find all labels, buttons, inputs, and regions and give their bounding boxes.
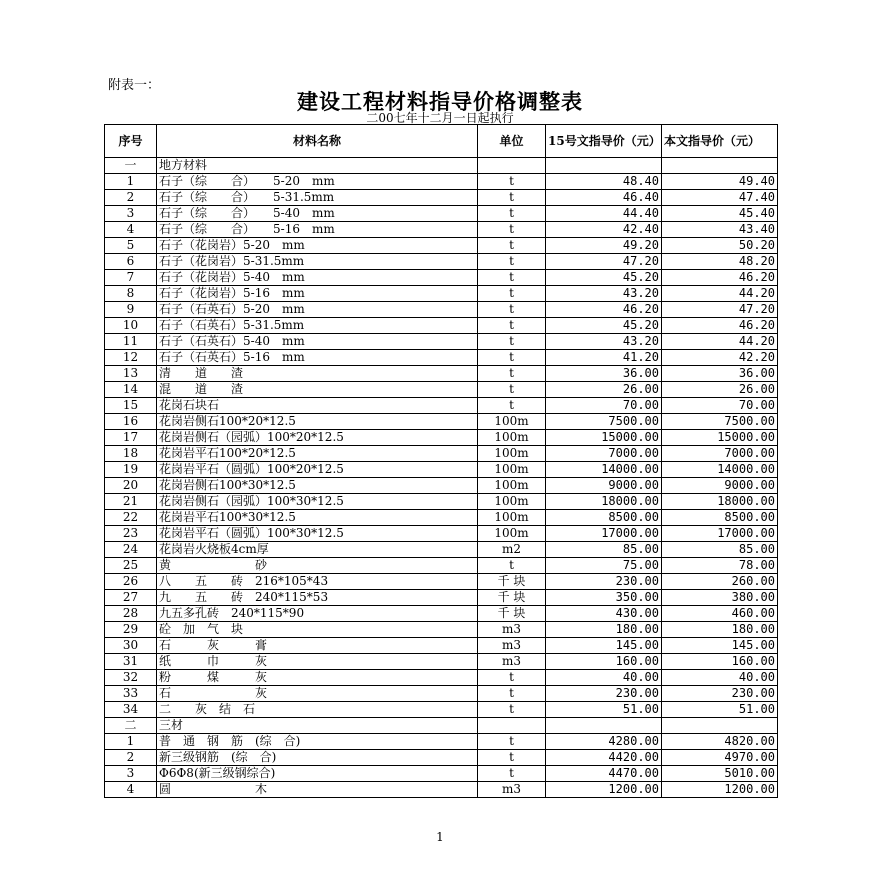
table-row xyxy=(105,334,778,350)
row-number: 3 xyxy=(105,766,157,782)
unit-cell: m3 xyxy=(478,782,546,798)
table-row xyxy=(105,558,778,574)
price-new-cell: 45.40 xyxy=(662,206,778,222)
table-row xyxy=(105,446,778,462)
price-new-cell: 180.00 xyxy=(662,622,778,638)
price-15-cell: 26.00 xyxy=(546,382,662,398)
price-table xyxy=(104,124,778,798)
row-number: 19 xyxy=(105,462,157,478)
unit-cell: t xyxy=(478,254,546,270)
row-number: 17 xyxy=(105,430,157,446)
price-new-cell: 4820.00 xyxy=(662,734,778,750)
table-row xyxy=(105,510,778,526)
table-row xyxy=(105,670,778,686)
row-number: 21 xyxy=(105,494,157,510)
unit-cell: t xyxy=(478,318,546,334)
row-number: 5 xyxy=(105,238,157,254)
price-15-cell: 75.00 xyxy=(546,558,662,574)
price-15-cell: 49.20 xyxy=(546,238,662,254)
unit-cell: m3 xyxy=(478,654,546,670)
material-name: 石 灰 xyxy=(157,686,478,702)
unit-cell: 100m xyxy=(478,430,546,446)
section-row xyxy=(105,718,778,734)
material-name: 普 通 钢 筋 (综 合) xyxy=(157,734,478,750)
table-row xyxy=(105,654,778,670)
header-name: 材料名称 xyxy=(157,125,478,158)
row-number: 10 xyxy=(105,318,157,334)
price-15-cell: 46.20 xyxy=(546,302,662,318)
price-15-cell: 42.40 xyxy=(546,222,662,238)
price-new-cell: 44.20 xyxy=(662,334,778,350)
material-name: 九 五 砖 240*115*53 xyxy=(157,590,478,606)
material-name: 新三级钢筋 (综 合) xyxy=(157,750,478,766)
section-price-15 xyxy=(546,718,662,734)
price-new-cell: 51.00 xyxy=(662,702,778,718)
price-15-cell: 36.00 xyxy=(546,366,662,382)
material-name: 石 灰 膏 xyxy=(157,638,478,654)
price-new-cell: 48.20 xyxy=(662,254,778,270)
table-row xyxy=(105,734,778,750)
section-number: 一 xyxy=(105,158,157,174)
header-price-new: 本文指导价（元） xyxy=(662,125,778,158)
unit-cell: m3 xyxy=(478,622,546,638)
price-new-cell: 47.20 xyxy=(662,302,778,318)
price-new-cell: 380.00 xyxy=(662,590,778,606)
unit-cell: m2 xyxy=(478,542,546,558)
row-number: 9 xyxy=(105,302,157,318)
price-new-cell: 42.20 xyxy=(662,350,778,366)
table-row xyxy=(105,190,778,206)
price-15-cell: 45.20 xyxy=(546,270,662,286)
section-price-new xyxy=(662,158,778,174)
row-number: 18 xyxy=(105,446,157,462)
price-15-cell: 230.00 xyxy=(546,686,662,702)
price-15-cell: 4470.00 xyxy=(546,766,662,782)
unit-cell: t xyxy=(478,350,546,366)
section-label: 地方材料 xyxy=(157,158,478,174)
row-number: 1 xyxy=(105,174,157,190)
price-15-cell: 40.00 xyxy=(546,670,662,686)
header-no: 序号 xyxy=(105,125,157,158)
material-name: 石子（花岗岩）5-31.5mm xyxy=(157,254,478,270)
price-new-cell: 1200.00 xyxy=(662,782,778,798)
unit-cell: t xyxy=(478,670,546,686)
table-row xyxy=(105,382,778,398)
row-number: 25 xyxy=(105,558,157,574)
price-new-cell: 36.00 xyxy=(662,366,778,382)
price-15-cell: 9000.00 xyxy=(546,478,662,494)
table-row xyxy=(105,222,778,238)
price-15-cell: 8500.00 xyxy=(546,510,662,526)
unit-cell: 千 块 xyxy=(478,574,546,590)
price-15-cell: 46.40 xyxy=(546,190,662,206)
price-15-cell: 4420.00 xyxy=(546,750,662,766)
unit-cell: t xyxy=(478,206,546,222)
header-unit: 单位 xyxy=(478,125,546,158)
header-price-15: 15号文指导价（元） xyxy=(546,125,662,158)
price-15-cell: 430.00 xyxy=(546,606,662,622)
material-name: 八 五 砖 216*105*43 xyxy=(157,574,478,590)
price-new-cell: 44.20 xyxy=(662,286,778,302)
material-name: 石子（石英石）5-31.5mm xyxy=(157,318,478,334)
price-15-cell: 43.20 xyxy=(546,286,662,302)
row-number: 11 xyxy=(105,334,157,350)
price-15-cell: 1200.00 xyxy=(546,782,662,798)
table-row xyxy=(105,206,778,222)
unit-cell: 100m xyxy=(478,526,546,542)
header-row xyxy=(105,125,778,158)
table-row xyxy=(105,398,778,414)
material-name: 花岗岩侧石（园弧）100*30*12.5 xyxy=(157,494,478,510)
row-number: 16 xyxy=(105,414,157,430)
row-number: 33 xyxy=(105,686,157,702)
table-row xyxy=(105,622,778,638)
price-new-cell: 26.00 xyxy=(662,382,778,398)
row-number: 8 xyxy=(105,286,157,302)
table-row xyxy=(105,574,778,590)
material-name: 石子（综 合） 5-31.5mm xyxy=(157,190,478,206)
table-row xyxy=(105,286,778,302)
price-15-cell: 350.00 xyxy=(546,590,662,606)
unit-cell: t xyxy=(478,334,546,350)
price-15-cell: 43.20 xyxy=(546,334,662,350)
price-new-cell: 15000.00 xyxy=(662,430,778,446)
material-name: 石子（花岗岩）5-40 mm xyxy=(157,270,478,286)
material-name: 石子（石英石）5-20 mm xyxy=(157,302,478,318)
row-number: 26 xyxy=(105,574,157,590)
price-15-cell: 41.20 xyxy=(546,350,662,366)
row-number: 23 xyxy=(105,526,157,542)
section-unit xyxy=(478,158,546,174)
material-name: 花岗岩侧石100*30*12.5 xyxy=(157,478,478,494)
table-row xyxy=(105,430,778,446)
price-new-cell: 50.20 xyxy=(662,238,778,254)
row-number: 14 xyxy=(105,382,157,398)
price-new-cell: 5010.00 xyxy=(662,766,778,782)
price-new-cell: 9000.00 xyxy=(662,478,778,494)
price-new-cell: 7000.00 xyxy=(662,446,778,462)
unit-cell: t xyxy=(478,686,546,702)
table-row xyxy=(105,254,778,270)
material-name: 花岗岩平石100*30*12.5 xyxy=(157,510,478,526)
price-15-cell: 145.00 xyxy=(546,638,662,654)
unit-cell: t xyxy=(478,750,546,766)
material-name: 圆 木 xyxy=(157,782,478,798)
price-new-cell: 7500.00 xyxy=(662,414,778,430)
table-row xyxy=(105,270,778,286)
unit-cell: 100m xyxy=(478,478,546,494)
unit-cell: t xyxy=(478,222,546,238)
unit-cell: 100m xyxy=(478,462,546,478)
row-number: 32 xyxy=(105,670,157,686)
price-new-cell: 78.00 xyxy=(662,558,778,574)
annex-label: 附表一： xyxy=(108,78,161,93)
material-name: Φ6Φ8(新三级钢综合) xyxy=(157,766,478,782)
section-label: 三材 xyxy=(157,718,478,734)
material-name: 纸 巾 灰 xyxy=(157,654,478,670)
price-new-cell: 49.40 xyxy=(662,174,778,190)
price-new-cell: 160.00 xyxy=(662,654,778,670)
row-number: 2 xyxy=(105,750,157,766)
unit-cell: m3 xyxy=(478,638,546,654)
material-name: 花岗岩平石100*20*12.5 xyxy=(157,446,478,462)
section-unit xyxy=(478,718,546,734)
unit-cell: t xyxy=(478,766,546,782)
material-name: 石子（综 合） 5-40 mm xyxy=(157,206,478,222)
effective-date: 二00七年十二月一日起执行 xyxy=(366,111,514,125)
row-number: 28 xyxy=(105,606,157,622)
page-title: 建设工程材料指导价格调整表 xyxy=(297,89,583,114)
price-15-cell: 4280.00 xyxy=(546,734,662,750)
row-number: 29 xyxy=(105,622,157,638)
price-new-cell: 18000.00 xyxy=(662,494,778,510)
table-row xyxy=(105,750,778,766)
unit-cell: t xyxy=(478,302,546,318)
row-number: 27 xyxy=(105,590,157,606)
price-new-cell: 47.40 xyxy=(662,190,778,206)
price-15-cell: 15000.00 xyxy=(546,430,662,446)
material-name: 黄 砂 xyxy=(157,558,478,574)
price-15-cell: 85.00 xyxy=(546,542,662,558)
row-number: 13 xyxy=(105,366,157,382)
price-new-cell: 43.40 xyxy=(662,222,778,238)
material-name: 石子（石英石）5-16 mm xyxy=(157,350,478,366)
row-number: 15 xyxy=(105,398,157,414)
unit-cell: 100m xyxy=(478,446,546,462)
table-row xyxy=(105,414,778,430)
price-15-cell: 48.40 xyxy=(546,174,662,190)
material-name: 花岗岩平石（圆弧）100*20*12.5 xyxy=(157,462,478,478)
table-row xyxy=(105,462,778,478)
price-15-cell: 51.00 xyxy=(546,702,662,718)
price-new-cell: 70.00 xyxy=(662,398,778,414)
material-name: 粉 煤 灰 xyxy=(157,670,478,686)
price-15-cell: 70.00 xyxy=(546,398,662,414)
material-name: 清 道 渣 xyxy=(157,366,478,382)
unit-cell: t xyxy=(478,190,546,206)
material-name: 石子（综 合） 5-16 mm xyxy=(157,222,478,238)
row-number: 1 xyxy=(105,734,157,750)
price-new-cell: 460.00 xyxy=(662,606,778,622)
row-number: 20 xyxy=(105,478,157,494)
row-number: 30 xyxy=(105,638,157,654)
material-name: 花岗岩平石（圆弧）100*30*12.5 xyxy=(157,526,478,542)
table-row xyxy=(105,606,778,622)
price-15-cell: 44.40 xyxy=(546,206,662,222)
table-row xyxy=(105,542,778,558)
material-name: 花岗岩侧石100*20*12.5 xyxy=(157,414,478,430)
page-number: 1 xyxy=(436,830,444,844)
table-row xyxy=(105,494,778,510)
price-new-cell: 46.20 xyxy=(662,270,778,286)
row-number: 12 xyxy=(105,350,157,366)
unit-cell: 千 块 xyxy=(478,606,546,622)
row-number: 2 xyxy=(105,190,157,206)
table-row xyxy=(105,238,778,254)
row-number: 22 xyxy=(105,510,157,526)
price-new-cell: 145.00 xyxy=(662,638,778,654)
material-name: 九五多孔砖 240*115*90 xyxy=(157,606,478,622)
price-15-cell: 180.00 xyxy=(546,622,662,638)
table-row xyxy=(105,366,778,382)
material-name: 石子（综 合） 5-20 mm xyxy=(157,174,478,190)
material-name: 二 灰 结 石 xyxy=(157,702,478,718)
material-name: 砼 加 气 块 xyxy=(157,622,478,638)
table-row xyxy=(105,686,778,702)
unit-cell: 100m xyxy=(478,414,546,430)
unit-cell: t xyxy=(478,382,546,398)
row-number: 4 xyxy=(105,782,157,798)
table-row xyxy=(105,526,778,542)
table-row xyxy=(105,318,778,334)
price-new-cell: 40.00 xyxy=(662,670,778,686)
price-new-cell: 230.00 xyxy=(662,686,778,702)
row-number: 7 xyxy=(105,270,157,286)
table-row xyxy=(105,350,778,366)
price-new-cell: 46.20 xyxy=(662,318,778,334)
material-name: 花岗岩火烧板4cm厚 xyxy=(157,542,478,558)
material-name: 石子（石英石）5-40 mm xyxy=(157,334,478,350)
material-name: 花岗岩侧石（园弧）100*20*12.5 xyxy=(157,430,478,446)
unit-cell: t xyxy=(478,238,546,254)
unit-cell: t xyxy=(478,270,546,286)
row-number: 31 xyxy=(105,654,157,670)
price-15-cell: 7500.00 xyxy=(546,414,662,430)
material-name: 花岗石块石 xyxy=(157,398,478,414)
price-15-cell: 18000.00 xyxy=(546,494,662,510)
row-number: 3 xyxy=(105,206,157,222)
price-15-cell: 7000.00 xyxy=(546,446,662,462)
unit-cell: t xyxy=(478,558,546,574)
row-number: 4 xyxy=(105,222,157,238)
table-row xyxy=(105,766,778,782)
unit-cell: t xyxy=(478,286,546,302)
price-15-cell: 47.20 xyxy=(546,254,662,270)
table-row xyxy=(105,174,778,190)
section-row xyxy=(105,158,778,174)
price-new-cell: 14000.00 xyxy=(662,462,778,478)
price-new-cell: 17000.00 xyxy=(662,526,778,542)
row-number: 34 xyxy=(105,702,157,718)
unit-cell: t xyxy=(478,734,546,750)
price-new-cell: 85.00 xyxy=(662,542,778,558)
section-price-new xyxy=(662,718,778,734)
price-15-cell: 14000.00 xyxy=(546,462,662,478)
table-row xyxy=(105,638,778,654)
unit-cell: t xyxy=(478,174,546,190)
material-name: 混 道 渣 xyxy=(157,382,478,398)
price-15-cell: 160.00 xyxy=(546,654,662,670)
table-row xyxy=(105,302,778,318)
table-row xyxy=(105,702,778,718)
unit-cell: t xyxy=(478,702,546,718)
unit-cell: 千 块 xyxy=(478,590,546,606)
row-number: 6 xyxy=(105,254,157,270)
material-name: 石子（花岗岩）5-16 mm xyxy=(157,286,478,302)
section-price-15 xyxy=(546,158,662,174)
price-new-cell: 260.00 xyxy=(662,574,778,590)
unit-cell: 100m xyxy=(478,494,546,510)
section-number: 二 xyxy=(105,718,157,734)
row-number: 24 xyxy=(105,542,157,558)
price-15-cell: 17000.00 xyxy=(546,526,662,542)
unit-cell: t xyxy=(478,366,546,382)
table-row xyxy=(105,782,778,798)
price-new-cell: 4970.00 xyxy=(662,750,778,766)
price-new-cell: 8500.00 xyxy=(662,510,778,526)
table-row xyxy=(105,590,778,606)
table-row xyxy=(105,478,778,494)
price-15-cell: 45.20 xyxy=(546,318,662,334)
table-body xyxy=(105,158,778,798)
price-15-cell: 230.00 xyxy=(546,574,662,590)
unit-cell: 100m xyxy=(478,510,546,526)
unit-cell: t xyxy=(478,398,546,414)
material-name: 石子（花岗岩）5-20 mm xyxy=(157,238,478,254)
